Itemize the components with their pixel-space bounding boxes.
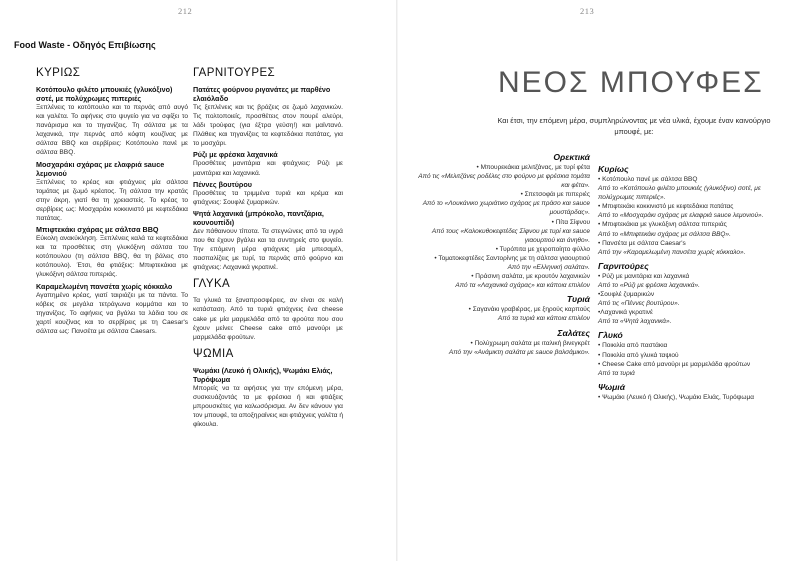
- menu-item-source: Από τα «Ψητά λαχανικά».: [598, 318, 672, 326]
- page-number-left: 212: [178, 6, 193, 16]
- dish-text: Εύκολη ανακύκληση. Ξεπλένεις καλά τα κεφτεδάκια και τα προσθέτεις στη γλυκόξινη σάλτσα του κοτόπουλου (τη σάλτσα BBQ, θα τη βάλεις στο κοτόπουλο). Έτσι, θα φτιάξεις: Μπιφτεκάκια με γλυκόξινη σάλτσα πιπεριάς.: [36, 235, 188, 279]
- menu-item: • Πίτα Σίφνου: [551, 218, 590, 226]
- dish-title: Καραμελωμένη πανσέτα χωρίς κόκκαλο: [36, 281, 173, 291]
- menu-item-source: Από το «Ρύζι με φρέσκα λαχανικά».: [598, 281, 700, 289]
- section-text: Τα γλυκά τα ξαναπροσφέρεις, αν είναι σε καλή κατάσταση. Από τα τυριά φτιάχνεις ένα cheese cake με μία μαρμελάδα από τα φρούτα που σου έχουν μείνει: Cheese cake από μανούρι με μαρμελάδα φρούτων.: [193, 297, 343, 341]
- dish-title: Ρύζι με φρέσκα λαχανικά: [193, 150, 278, 160]
- dish-title: Ψωμάκι (Λευκό ή Ολικής), Ψωμάκι Ελιάς, Τυρόψωμα: [193, 365, 333, 384]
- menu-item: • Ψωμάκι (Λευκό ή Ολικής), Ψωμάκι Ελιάς, Τυρόψωμα: [598, 393, 755, 401]
- menu-item-source: Από την «Ελληνική σαλάτα».: [507, 264, 590, 272]
- dish-text: Τις ξεπλένεις και τις βράζεις σε ζωμό λαχανικών. Τις πολτοποιείς, προσθέτεις στον πουρέ αλεύρι, λάδι τρούφας (για έξτρα γεύση!) και μαϊντανό. Πλάθεις και τηγανίζεις τα κεφτεδάκια πατάτας, για το μοσχάρι.: [193, 104, 343, 148]
- left-column-sides: [193, 67, 343, 431]
- menu-item: • Τοματοκεφτέδες Σαντορίνης με τη σάλτσα γιαουρτιού: [434, 254, 590, 262]
- dish-text: Ξεπλένεις το κοτόπουλο και το περνάς από αυγό και γαλέτα. Το αφήνεις στο ψυγείο για να σφίξει το πανάρισμα και το τηγανίζεις. Τη σάλτσα με τα λαχανικά, την περνάς από κόφτη κουζίνας με σάλτσα BBQ και σερβίρεις: Κοτόπουλο πανέ με σάλτσα BBQ.: [36, 104, 188, 157]
- menu-column-right: [598, 164, 778, 402]
- dish-text: Αγαπημένο κρέας, γιατί ταιριάζει με τα πάντα. Το κόβεις σε μεγάλα τετράγωνα κομμάτια και το τηγανίζεις. Το αφήνεις να βγάλει τα λάδια του σε χαρτί κουζίνας και το σερβίρεις με τη Caesar's σάλτσα ως: Πανσέτα με σάλτσα Caesars.: [36, 291, 188, 335]
- menu-section-heading: Ψωμιά: [598, 381, 626, 392]
- menu-item: •Σουφλέ ζυμαρικών: [598, 291, 655, 299]
- section-text: Μπορείς να τα αφήσεις για την επόμενη μέρα, συσκευάζοντάς τα με φρέσκια ή και φτιάξεις μπρουσκέτες για καλωσόρισμα. Αν δεν κάνουν για τον μπουφέ, τα αποξηραίνεις και φτιάχνεις γαλέτα ή φίκουλα.: [193, 384, 343, 429]
- menu-item: • Cheese Cake από μανούρι με μαρμελάδα φρούτων: [598, 360, 751, 368]
- menu-item-source: Από τα τυριά: [598, 369, 635, 377]
- menu-item: • Τυρόπιτα με χειροποίητο φύλλο: [495, 245, 590, 253]
- menu-item-source: Από τους «Καλοκυθοκεφτέδες Σίφνου με τυρί και sauce γιαουρτιού και άνηθο».: [431, 227, 590, 244]
- menu-item-source: Από το «Κοτόπουλο φιλέτο μπουκιές (γλυκόξινο) σοτέ, με πολύχρωμες πιπεριές».: [598, 185, 761, 202]
- menu-section-heading: Ορεκτικά: [553, 152, 590, 162]
- dish-title: Πέννες βουτύρου: [193, 179, 252, 189]
- menu-item-source: Από τα τυριά και κάποια επιλέον: [497, 315, 590, 323]
- section-heading-garnitoures: ΓΑΡΝΙΤΟΥΡΕΣ: [193, 67, 276, 79]
- menu-item: • Μπιφτεκάκια με γλυκόξινη σάλτσα πιπεριάς: [598, 221, 727, 229]
- dish-title: Πατάτες φούρνου ριγανάτες με παρθένο ελαιόλαδο: [193, 85, 331, 103]
- dish-text: Προσθέτεις τα τριμμένα τυριά και κρέμα και φτιάχνεις: Σουφλέ ζυμαρικών.: [193, 189, 343, 206]
- dish-title: Ψητά λαχανικά (μπρόκολο, παντζάρια, κουνουπίδι): [193, 208, 324, 227]
- dish-text: Προσθέτεις μανιτάρια και φτιάχνεις: Ρύζι με μανιτάρια και λαχανικά.: [193, 160, 343, 177]
- menu-item: • Πανσέτα με σάλτσα Caesar's: [598, 239, 686, 247]
- dish-title: Μπιφτεκάκι σχάρας με σάλτσα BBQ: [36, 225, 159, 235]
- menu-section-heading: Τυριά: [566, 294, 590, 305]
- menu-item-source: Από τις «Μελιτζάνες ροδέλες στο φούρνο με φρέσκια τομάτα και φέτα».: [418, 173, 590, 190]
- menu-item: • Πολύχρωμη σαλάτα με ιταλική βινεγκρέτ: [470, 339, 590, 347]
- dish-title: Μοσχαράκι σχάρας με ελαφριά sauce λεμονιού: [36, 159, 165, 178]
- running-header: Food Waste - Οδηγός Επιβίωσης: [14, 40, 156, 50]
- menu-item: • Ρύζι με μανιτάρια και λαχανικά: [598, 272, 690, 280]
- menu-section-heading: Γαρνιτούρες: [598, 260, 649, 271]
- menu-item: • Ποικιλία από γλυκά ταψιού: [598, 351, 679, 359]
- page-title: ΝΕΟΣ ΜΠΟΥΦΕΣ: [498, 66, 764, 99]
- menu-item-source: Από τις «Πέννες βουτύρου».: [598, 300, 680, 308]
- section-heading-kyrios: ΚΥΡΙΩΣ: [36, 67, 81, 79]
- menu-item: • Μπουρεκάκια μελιτζάνας, με τυρί φέτα: [476, 164, 590, 171]
- menu-item: • Σαγανάκι γραβιέρας, με ξηρούς καρπούς: [468, 306, 590, 314]
- dish-text: Δεν πάθαινουν τίποτα. Τα στεγνώνεις από τα υγρά που θα έχουν βγάλει και τα συντηρείς στο ψυγείο. Την επόμενη μέρα φτιάχνεις μία μπεσαμέλ, πασπαλίζεις με τυρί, τα περνάς από φούρνο και φτιάχνεις: Λαχανικά γκρατινέ.: [193, 227, 343, 272]
- menu-section-heading: Γλυκό: [598, 330, 623, 341]
- menu-item-source: Από το «Μπιφτεκάκι σχάρας με σάλτσα BBQ».: [598, 230, 731, 238]
- menu-section-heading: Σαλάτες: [557, 327, 590, 338]
- menu-item: • Ποικιλία από παστάκια: [598, 342, 668, 350]
- menu-item: • Κοτόπουλο πανέ με σάλτσα BBQ: [598, 176, 698, 183]
- section-heading-glyka: ΓΛΥΚΑ: [193, 278, 231, 291]
- menu-column-left: [412, 152, 590, 357]
- menu-item: •Λαχανικά γκρατινέ: [598, 309, 653, 317]
- left-column-main-courses: [36, 67, 188, 338]
- menu-item-source: Από το «Μοσχαράκι σχάρας με ελαφριά sauce λεμονιού».: [598, 212, 764, 220]
- menu-section-heading: Κυρίως: [598, 164, 629, 174]
- intro-text: Και έτσι, την επόμενη μέρα, συμπληρώνοντας με νέα υλικά, έχουμε έναν καινούργιο μπουφέ, με:: [497, 116, 771, 136]
- page-number-right: 213: [580, 6, 595, 16]
- menu-item: • Μπιφτεκάκι κοκκινιστό με κεφτεδάκια πατάτας: [598, 203, 734, 211]
- section-heading-psomia: ΨΩΜΙΑ: [193, 347, 234, 360]
- menu-item: • Σπετσοφάι με πιπεριές: [520, 191, 590, 199]
- menu-item-source: Από την «Ανάμικτη σαλάτα με sauce βαλσάμικο».: [448, 348, 590, 356]
- page-gutter: [396, 0, 398, 561]
- dish-title: Κοτόπουλο φιλέτο μπουκιές (γλυκόξινο) σοτέ, με πολύχρωμες πιπεριές: [36, 85, 173, 103]
- menu-item-source: Από την «Καραμελωμένη πανσέτα χωρίς κόκκαλο».: [598, 248, 746, 256]
- menu-item: • Πράσινη σαλάτα, με κρουτόν λαχανικών: [471, 273, 590, 281]
- menu-item-source: Από τα «Λαχανικά σχάρας» και κάποια επιλέον: [455, 282, 590, 290]
- menu-item-source: Από το «Λουκάνικο χωριάτικο σχάρας με πράσο και sauce μουστάρδας».: [422, 200, 590, 217]
- dish-text: Ξεπλένεις το κρέας και φτιάχνεις μία σάλτσα τομάτας με ζωμό κρέατος. Τη σάλτσα την κρατάς στην άκρη, γιατί θα τη χρειαστείς. Το κρέας το σερβίρεις ως: Μοσχαράκι κοκκινιστό με κεφτεδάκια πατάτας.: [36, 178, 188, 222]
